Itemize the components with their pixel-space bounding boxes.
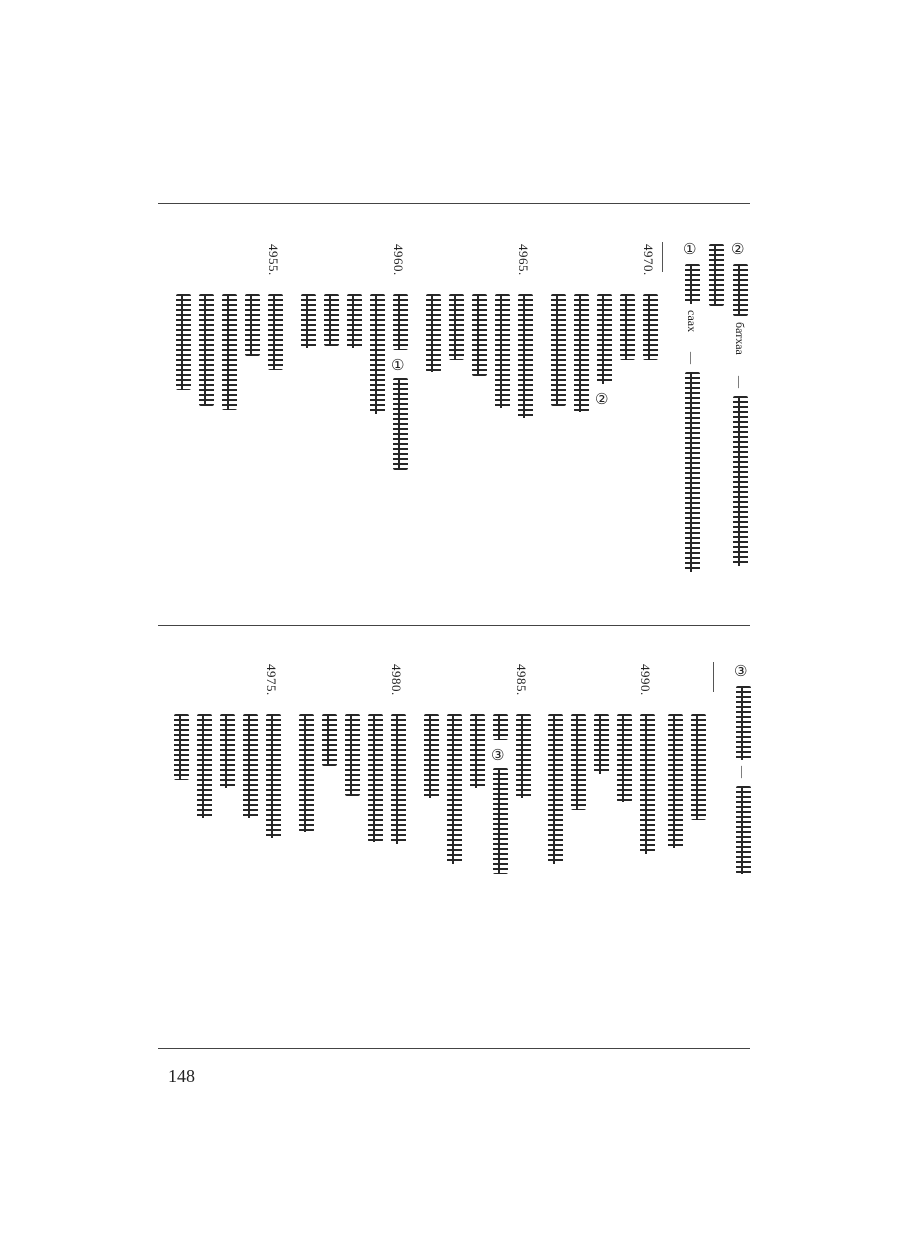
verse-line	[173, 244, 195, 444]
verse-line	[421, 664, 443, 864]
verse-line	[591, 664, 613, 864]
verse-line	[319, 664, 341, 864]
verse-line	[344, 244, 366, 444]
mongolian-script-line	[447, 714, 462, 864]
verse-line	[219, 244, 241, 444]
mongolian-script-line	[493, 768, 508, 874]
verse-line	[490, 664, 512, 884]
verse-line	[390, 244, 412, 484]
mongolian-script-line	[391, 714, 406, 844]
footnote-marker-2: ②	[731, 240, 745, 258]
verse-line	[688, 664, 710, 864]
mongolian-script-line	[709, 244, 724, 306]
mongolian-script-line	[643, 294, 658, 360]
mongolian-script-line	[551, 294, 566, 406]
mongolian-script-line	[495, 294, 510, 408]
mongolian-script-line	[426, 294, 441, 372]
footnote-1	[682, 240, 704, 580]
verse-line	[423, 244, 445, 444]
footnote-separator-top	[662, 242, 663, 272]
page-number: 148	[168, 1066, 195, 1086]
verse-number: 4980.	[389, 664, 404, 696]
footnote-dash: —	[736, 766, 750, 778]
verse-number: 4970.	[641, 244, 656, 276]
mongolian-script-line	[617, 714, 632, 802]
verse-line	[614, 664, 636, 864]
verse-line	[515, 244, 537, 444]
footnote-dash: —	[685, 352, 699, 364]
mongolian-script-line	[470, 714, 485, 788]
footnote-separator-bottom	[713, 662, 714, 692]
bottom-rule	[158, 1048, 750, 1049]
footnote-marker-1: ①	[683, 240, 697, 258]
verse-line	[545, 664, 567, 884]
verse-line	[568, 664, 590, 864]
verse-line	[492, 244, 514, 444]
mongolian-script-line	[324, 294, 339, 346]
mongolian-script-line	[685, 264, 700, 304]
verse-line	[296, 664, 318, 864]
mongolian-script-line	[222, 294, 237, 410]
mongolian-script-line	[176, 294, 191, 390]
verse-line	[640, 244, 662, 414]
verse-line	[263, 664, 285, 864]
mongolian-script-line	[640, 714, 655, 854]
mongolian-script-line	[449, 294, 464, 360]
mongolian-script-line	[299, 714, 314, 832]
mongolian-script-line	[736, 686, 751, 760]
mongolian-script-line	[594, 714, 609, 774]
middle-rule	[158, 625, 750, 626]
mongolian-script-line	[268, 294, 283, 370]
footnote-3	[733, 662, 755, 922]
verse-line	[217, 664, 239, 864]
mongolian-script-line	[347, 294, 362, 348]
mongolian-script-line	[736, 786, 751, 874]
verse-line	[446, 244, 468, 444]
mongolian-script-line	[516, 714, 531, 798]
mongolian-script-line	[197, 714, 212, 818]
mongolian-script-line	[393, 294, 408, 350]
footnote-marker-3: ③	[734, 662, 748, 680]
footnote-2	[730, 240, 752, 580]
mongolian-script-line	[266, 714, 281, 838]
mongolian-script-line	[620, 294, 635, 360]
inline-marker-1: ①	[391, 356, 405, 374]
mongolian-script-line	[245, 294, 260, 356]
verse-line	[365, 664, 387, 864]
mongolian-script-line	[571, 714, 586, 810]
verse-line	[513, 664, 535, 864]
mongolian-script-line	[574, 294, 589, 412]
mongolian-script-line	[345, 714, 360, 796]
verse-line	[388, 664, 410, 864]
mongolian-script-line	[518, 294, 533, 418]
verse-number: 4965.	[516, 244, 531, 276]
mongolian-script-line	[243, 714, 258, 818]
verse-line	[548, 244, 570, 444]
mongolian-script-line	[174, 714, 189, 780]
mongolian-script-line	[220, 714, 235, 788]
verse-number: 4975.	[264, 664, 279, 696]
verse-line	[196, 244, 218, 444]
mongolian-script-line	[668, 714, 683, 848]
verse-line	[240, 664, 262, 864]
verse-line	[571, 244, 593, 444]
verse-line	[242, 244, 264, 444]
verse-line	[342, 664, 364, 864]
top-rule	[158, 203, 750, 204]
mongolian-script-line	[733, 264, 748, 316]
verse-line	[594, 244, 616, 444]
verse-line	[367, 244, 389, 444]
inline-marker-3: ③	[491, 746, 505, 764]
verse-number: 4960.	[391, 244, 406, 276]
mongolian-script-line	[424, 714, 439, 798]
verse-line	[171, 664, 193, 864]
verse-number: 4955.	[266, 244, 281, 276]
verse-line	[444, 664, 466, 884]
inline-marker-2: ②	[595, 390, 609, 408]
verse-line	[469, 244, 491, 444]
verse-line	[665, 664, 687, 864]
footnote-dash: —	[733, 376, 747, 388]
verse-number: 4990.	[638, 664, 653, 696]
mongolian-script-line	[548, 714, 563, 864]
mongolian-script-line	[199, 294, 214, 406]
mongolian-script-line	[685, 372, 700, 572]
verse-line	[617, 244, 639, 414]
verse-line	[467, 664, 489, 864]
mongolian-script-line	[322, 714, 337, 766]
mongolian-script-line	[493, 714, 508, 740]
mongolian-script-line	[733, 396, 748, 566]
mongolian-script-line	[393, 378, 408, 470]
verse-line	[265, 244, 287, 444]
footnote-2-continued	[706, 240, 728, 320]
footnote-latin-word: батхаа	[733, 322, 747, 355]
mongolian-script-line	[368, 714, 383, 842]
mongolian-script-line	[370, 294, 385, 414]
footnote-latin-word: саах	[685, 310, 699, 333]
mongolian-script-line	[301, 294, 316, 348]
mongolian-script-line	[597, 294, 612, 384]
verse-line	[298, 244, 320, 444]
verse-line	[194, 664, 216, 864]
mongolian-script-line	[691, 714, 706, 820]
verse-line	[321, 244, 343, 444]
verse-line	[637, 664, 659, 864]
mongolian-script-line	[472, 294, 487, 376]
verse-number: 4985.	[514, 664, 529, 696]
